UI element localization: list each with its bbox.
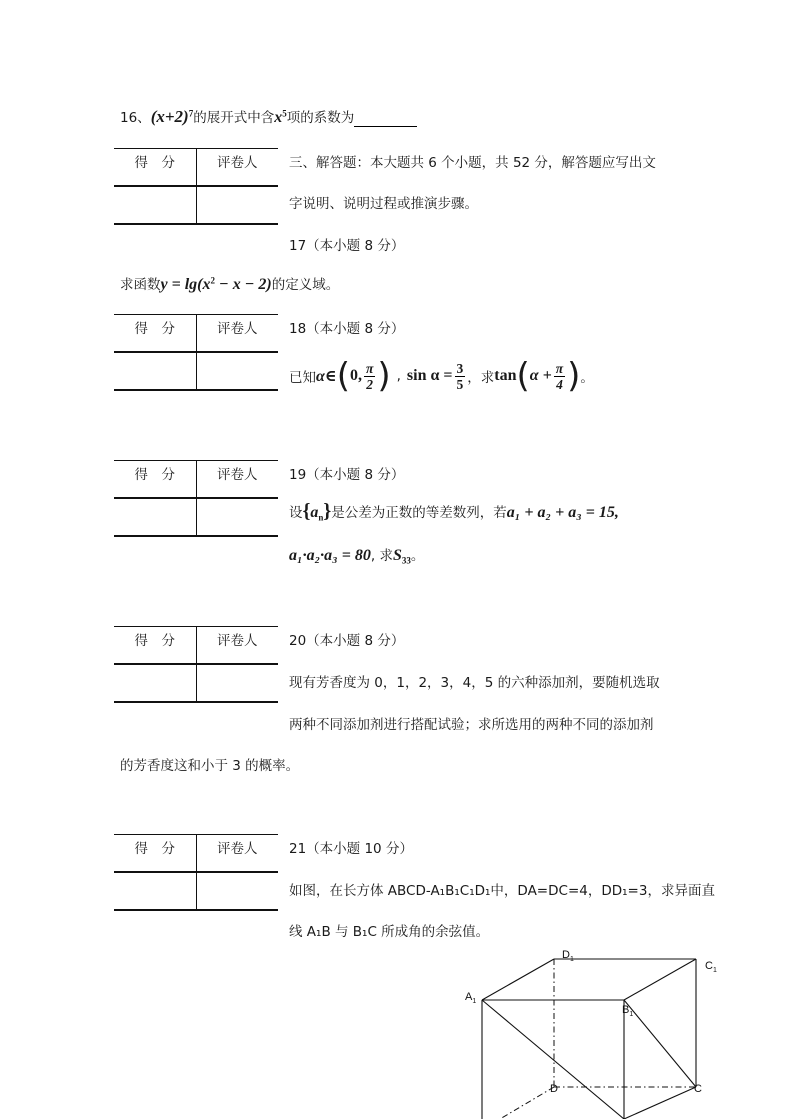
q19-sum: a₁ + a₂ + a₃ = 15, [506,504,619,521]
cuboid-figure [440,940,740,1119]
q16-exponent: 7 [188,108,194,119]
q16-text-end: 项的系数为 [286,110,355,126]
grader-cell[interactable] [196,872,278,910]
q18-sin-fraction [455,361,466,392]
q17-func-b: − x − 2) [215,276,272,293]
q21-line2: 线 A₁B 与 B₁C 所成角的余弦值。 [289,924,490,940]
grader-label: 评卷人 [217,633,258,649]
label-a1: $A_1$ [465,991,477,1005]
q18-tan: tan [494,367,517,384]
brace-open: { [302,500,311,522]
comma: , [396,368,401,384]
q19-mid: 是公差为正数的等差数列，若 [331,505,507,521]
question-16 [120,106,417,127]
grader-label: 评卷人 [217,467,258,483]
grader-label: 评卷人 [217,155,258,171]
segment-b1-c [624,1000,696,1087]
question-19-cont [289,544,424,566]
section-title: 三、解答题：本大题共 6 个小题，共 52 分，解答题应写出文 [289,155,656,171]
score-label: 得 分 [134,633,175,649]
q18-alpha: α∈ [316,368,337,385]
q19-seq-sub: n [318,512,324,523]
q18-header: 18（本小题 8 分） [289,321,405,337]
q17-header: 17（本小题 8 分） [289,238,405,254]
q16-term-exp: 5 [282,108,287,119]
q20-header: 20（本小题 8 分） [289,633,405,649]
paren-open: ( [336,356,350,396]
hidden-edge-d-a [500,1087,554,1119]
score-box [114,626,278,703]
pi-symbol: π [555,360,564,376]
grader-cell[interactable] [196,352,278,390]
score-label: 得 分 [134,155,175,171]
question-18 [289,352,594,400]
q19-header: 19（本小题 8 分） [289,467,405,483]
denominator: 5 [456,376,464,392]
score-box [114,148,278,225]
q18-interval: 0, [349,367,362,384]
q18-end: 。 [580,370,594,386]
score-cell[interactable] [114,352,196,390]
q21-line1: 如图，在长方体 ABCD-A₁B₁C₁D₁中，DA=DC=4，DD₁=3，求异面直 [289,883,715,899]
denominator: 4 [556,376,563,392]
score-box [114,834,278,911]
q18-mid: ，求 [467,370,495,386]
q19-product: a₁·a₂·a₃ = 80 [289,547,371,564]
q19-S-sub: 33 [401,555,411,566]
grader-cell[interactable] [196,498,278,536]
label-c1: $C_1$ [705,960,717,974]
score-box [114,460,278,537]
q18-alpha-plus: α + [529,367,552,384]
q19-end: 。 [410,548,425,564]
q16-term: x [274,109,283,126]
q17-func: y = lg(x [160,276,211,293]
score-box [114,314,278,391]
q19-pre: 设 [289,505,303,521]
q18-pre: 已知 [289,370,316,386]
q18-fraction [364,361,375,392]
score-cell[interactable] [114,664,196,702]
score-cell[interactable] [114,872,196,910]
grader-label: 评卷人 [217,841,258,857]
label-d: D [550,1083,558,1095]
edge-b1-c1 [624,959,696,1000]
paren-close: ) [567,356,581,396]
numerator: 3 [456,360,464,376]
edge-b-c [624,1087,696,1119]
q17-func-exp: 2 [210,275,215,286]
grader-cell[interactable] [196,664,278,702]
grader-label: 评卷人 [217,321,258,337]
answer-blank[interactable] [354,112,417,127]
grader-cell[interactable] [196,186,278,224]
q16-text: 的展开式中含 [193,110,275,126]
segment-a1-b [482,1000,624,1119]
q17-pre: 求函数 [120,277,161,293]
q16-number: 16、 [120,110,151,126]
score-cell[interactable] [114,498,196,536]
label-c: C [694,1083,702,1095]
section-instructions: 字说明、说明过程或推演步骤。 [289,196,478,212]
pi-symbol: π [365,360,374,376]
q20-line1: 现有芳香度为 0，1，2，3，4，5 的六种添加剂，要随机选取 [289,675,660,691]
q18-tan-fraction [554,361,565,392]
score-label: 得 分 [134,841,175,857]
question-19 [289,500,619,523]
question-17 [120,273,339,294]
label-d1: $D_1$ [562,949,574,963]
q19-ask: , 求 [370,548,393,564]
q21-header: 21（本小题 10 分） [289,841,413,857]
q19-seq: a [310,504,319,521]
score-label: 得 分 [134,321,175,337]
score-cell[interactable] [114,186,196,224]
paren-close: ) [377,356,391,396]
denominator: 2 [366,376,374,392]
q18-sin: sin α = [406,367,453,384]
q20-line2: 两种不同添加剂进行搭配试验；求所选用的两种不同的添加剂 [289,717,654,733]
edge-a1-d1 [482,959,554,1000]
brace-close: } [323,500,332,522]
q17-post: 的定义域。 [271,277,340,293]
paren-open: ( [516,356,530,396]
q19-S: S [392,547,402,564]
q20-line3: 的芳香度这和小于 3 的概率。 [120,758,300,774]
score-label: 得 分 [134,467,175,483]
label-b1: $B_1$ [622,1004,634,1018]
q16-binomial: (x+2) [150,107,189,126]
